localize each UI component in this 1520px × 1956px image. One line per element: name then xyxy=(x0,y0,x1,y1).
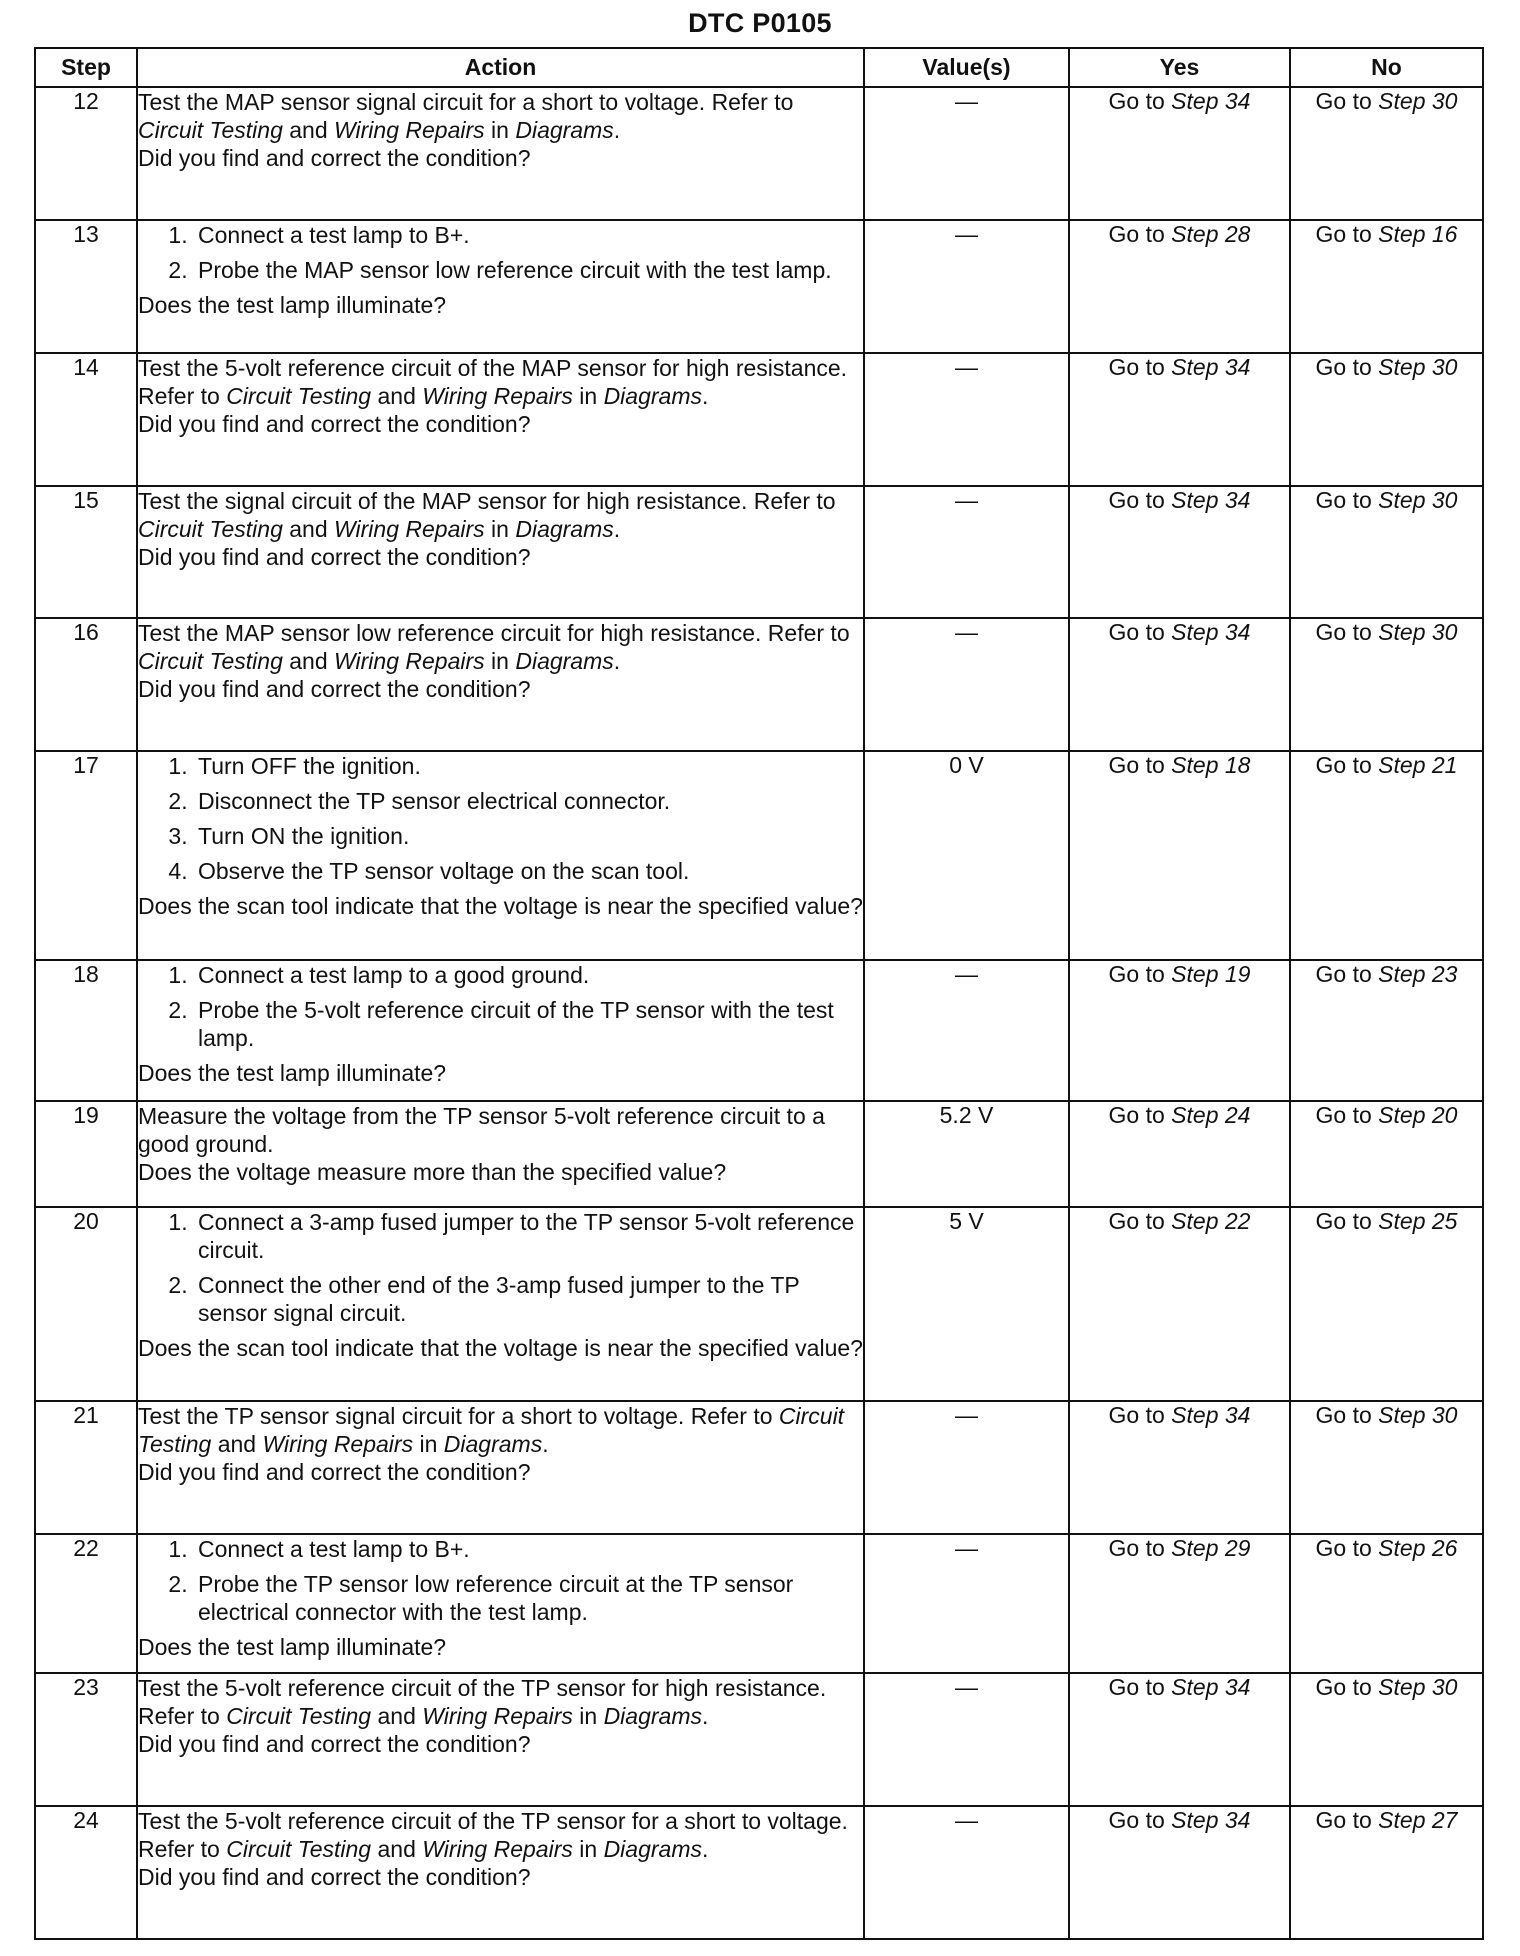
text-segment: Test the 5-volt reference circuit of the TP sensor for a short to voltage. Refer to xyxy=(138,1808,848,1862)
no-goto xyxy=(1290,751,1483,960)
step-number: 17 xyxy=(35,751,137,960)
value-cell: — xyxy=(864,1534,1069,1673)
no-goto xyxy=(1290,960,1483,1101)
action-content xyxy=(138,1102,863,1186)
reference-link-text: Wiring Repairs xyxy=(334,117,485,143)
action-question: Does the test lamp illuminate? xyxy=(138,1634,447,1660)
goto-text: Go to xyxy=(1315,1674,1379,1700)
table-row xyxy=(35,1401,1483,1534)
action-content xyxy=(138,961,863,1087)
value-cell: — xyxy=(864,1673,1069,1806)
no-goto xyxy=(1290,1806,1483,1939)
text-segment: in xyxy=(484,117,516,143)
procedure-step: 2. Connect the other end of the 3-amp fused jumper to the TP sensor signal circuit. xyxy=(194,1271,863,1327)
action-instructions xyxy=(138,354,863,410)
value-cell: — xyxy=(864,87,1069,220)
table-body xyxy=(35,87,1483,1939)
no-goto xyxy=(1290,486,1483,618)
procedure-step: 2. Probe the TP sensor low reference circuit at the TP sensor electrical connector with the test lamp. xyxy=(194,1570,863,1626)
step-number: 14 xyxy=(35,353,137,486)
text-segment: and xyxy=(371,1836,423,1862)
goto-text: Go to xyxy=(1108,1102,1172,1128)
header-no: No xyxy=(1290,48,1483,87)
action-content xyxy=(138,1674,863,1758)
yes-goto xyxy=(1069,1401,1290,1534)
goto-step: Step 16 xyxy=(1378,221,1458,247)
header-action: Action xyxy=(137,48,864,87)
text-segment: . xyxy=(613,648,621,674)
text-segment: in xyxy=(572,1703,604,1729)
action-content xyxy=(138,221,863,319)
procedure-step: 2. Probe the MAP sensor low reference circuit with the test lamp. xyxy=(194,256,863,284)
table-row xyxy=(35,1534,1483,1673)
reference-link-text: Diagrams xyxy=(515,117,614,143)
action-cell xyxy=(137,960,864,1101)
header-values: Value(s) xyxy=(864,48,1069,87)
action-instructions xyxy=(138,1674,863,1730)
text-segment: Test the MAP sensor signal circuit for a short to voltage. Refer to xyxy=(138,89,794,115)
step-number: 24 xyxy=(35,1806,137,1939)
step-number: 16 xyxy=(35,618,137,751)
text-segment: in xyxy=(484,516,516,542)
goto-step: Step 24 xyxy=(1171,1102,1251,1128)
goto-text: Go to xyxy=(1315,1535,1379,1561)
goto-step: Step 20 xyxy=(1378,1102,1458,1128)
text-segment: in xyxy=(484,648,516,674)
goto-step: Step 34 xyxy=(1171,1807,1251,1833)
reference-link-text: Circuit Testing xyxy=(138,516,283,542)
goto-text: Go to xyxy=(1315,752,1379,778)
yes-goto xyxy=(1069,618,1290,751)
procedure-list xyxy=(138,1208,863,1327)
text-segment: . xyxy=(613,117,621,143)
value-cell: — xyxy=(864,960,1069,1101)
action-content xyxy=(138,1807,863,1891)
action-question: Did you find and correct the condition? xyxy=(138,1459,531,1485)
action-instructions xyxy=(138,221,863,291)
text-segment: Test the signal circuit of the MAP sensor for high resistance. Refer to xyxy=(138,488,836,514)
action-cell xyxy=(137,1673,864,1806)
yes-goto xyxy=(1069,1806,1290,1939)
header-row xyxy=(35,48,1483,87)
goto-step: Step 34 xyxy=(1171,88,1251,114)
reference-link-text: Wiring Repairs xyxy=(334,516,485,542)
no-goto xyxy=(1290,353,1483,486)
goto-step: Step 30 xyxy=(1378,1674,1458,1700)
goto-step: Step 18 xyxy=(1171,752,1251,778)
text-segment: in xyxy=(572,1836,604,1862)
no-goto xyxy=(1290,1673,1483,1806)
goto-step: Step 34 xyxy=(1171,619,1251,645)
action-question: Did you find and correct the condition? xyxy=(138,411,531,437)
step-number: 19 xyxy=(35,1101,137,1207)
table-row xyxy=(35,1806,1483,1939)
action-content xyxy=(138,1402,863,1486)
action-instructions xyxy=(138,961,863,1059)
goto-text: Go to xyxy=(1108,619,1172,645)
action-cell xyxy=(137,618,864,751)
text-segment: and xyxy=(371,383,423,409)
goto-step: Step 30 xyxy=(1378,1402,1458,1428)
step-number: 22 xyxy=(35,1534,137,1673)
goto-text: Go to xyxy=(1108,1807,1172,1833)
goto-step: Step 34 xyxy=(1171,1402,1251,1428)
yes-goto xyxy=(1069,486,1290,618)
action-question: Did you find and correct the condition? xyxy=(138,544,531,570)
action-content xyxy=(138,88,863,172)
no-goto xyxy=(1290,1401,1483,1534)
text-segment: and xyxy=(282,516,335,542)
goto-text: Go to xyxy=(1108,1208,1172,1234)
procedure-list xyxy=(138,961,863,1052)
text-segment: and xyxy=(211,1431,263,1457)
action-question: Did you find and correct the condition? xyxy=(138,676,531,702)
action-instructions xyxy=(138,487,863,543)
action-instructions xyxy=(138,1535,863,1633)
goto-text: Go to xyxy=(1108,354,1172,380)
action-question: Did you find and correct the condition? xyxy=(138,1864,531,1890)
action-content xyxy=(138,487,863,571)
action-content xyxy=(138,619,863,703)
value-cell: — xyxy=(864,220,1069,353)
procedure-step: 1. Connect a test lamp to B+. xyxy=(194,1535,863,1563)
goto-text: Go to xyxy=(1108,487,1172,513)
table-row xyxy=(35,960,1483,1101)
goto-step: Step 27 xyxy=(1378,1807,1458,1833)
goto-text: Go to xyxy=(1108,1402,1172,1428)
text-segment: . xyxy=(701,383,709,409)
reference-link-text: Diagrams xyxy=(603,383,702,409)
table-row xyxy=(35,618,1483,751)
goto-step: Step 30 xyxy=(1378,487,1458,513)
action-question: Does the test lamp illuminate? xyxy=(138,292,447,318)
action-text xyxy=(138,487,863,543)
action-question: Does the scan tool indicate that the voltage is near the specified value? xyxy=(138,893,863,919)
action-cell xyxy=(137,486,864,618)
step-number: 21 xyxy=(35,1401,137,1534)
text-segment: in xyxy=(572,383,604,409)
goto-step: Step 21 xyxy=(1378,752,1458,778)
yes-goto xyxy=(1069,87,1290,220)
text-segment: and xyxy=(282,117,335,143)
action-content xyxy=(138,1208,863,1362)
text-segment: in xyxy=(413,1431,444,1457)
procedure-step: 3. Turn ON the ignition. xyxy=(194,822,863,850)
table-row xyxy=(35,353,1483,486)
action-cell xyxy=(137,1534,864,1673)
goto-text: Go to xyxy=(1315,354,1379,380)
table-row xyxy=(35,751,1483,960)
text-segment: . xyxy=(701,1703,709,1729)
action-question: Does the scan tool indicate that the voltage is near the specified value? xyxy=(138,1335,863,1361)
reference-link-text: Circuit Testing xyxy=(138,117,283,143)
goto-text: Go to xyxy=(1315,221,1379,247)
goto-step: Step 29 xyxy=(1171,1535,1251,1561)
action-text xyxy=(138,1674,863,1730)
text-segment: Measure the voltage from the TP sensor 5-volt reference circuit to a good ground. xyxy=(138,1103,825,1157)
goto-step: Step 34 xyxy=(1171,354,1251,380)
yes-goto xyxy=(1069,1673,1290,1806)
yes-goto xyxy=(1069,751,1290,960)
value-cell: — xyxy=(864,1806,1069,1939)
reference-link-text: Diagrams xyxy=(443,1431,543,1457)
action-question: Did you find and correct the condition? xyxy=(138,1731,531,1757)
header-step: Step xyxy=(35,48,137,87)
action-text xyxy=(138,1807,863,1863)
goto-step: Step 25 xyxy=(1378,1208,1458,1234)
text-segment: Test the MAP sensor low reference circuit for high resistance. Refer to xyxy=(138,620,850,646)
step-number: 20 xyxy=(35,1207,137,1401)
action-question: Does the test lamp illuminate? xyxy=(138,1060,447,1086)
yes-goto xyxy=(1069,960,1290,1101)
goto-text: Go to xyxy=(1108,1674,1172,1700)
goto-step: Step 34 xyxy=(1171,1674,1251,1700)
reference-link-text: Diagrams xyxy=(515,516,614,542)
action-instructions xyxy=(138,1807,863,1863)
action-content xyxy=(138,752,863,920)
value-cell: 0 V xyxy=(864,751,1069,960)
action-cell xyxy=(137,1401,864,1534)
yes-goto xyxy=(1069,1207,1290,1401)
action-cell xyxy=(137,1806,864,1939)
reference-link-text: Wiring Repairs xyxy=(262,1431,414,1457)
step-number: 18 xyxy=(35,960,137,1101)
action-instructions xyxy=(138,88,863,144)
reference-link-text: Diagrams xyxy=(603,1703,702,1729)
text-segment: Test the 5-volt reference circuit of the MAP sensor for high resistance. Refer to xyxy=(138,355,848,409)
procedure-list xyxy=(138,221,863,284)
goto-step: Step 28 xyxy=(1171,221,1251,247)
step-number: 13 xyxy=(35,220,137,353)
reference-link-text: Diagrams xyxy=(603,1836,702,1862)
goto-text: Go to xyxy=(1108,221,1172,247)
goto-text: Go to xyxy=(1108,88,1172,114)
reference-link-text: Circuit Testing xyxy=(226,383,372,409)
procedure-list xyxy=(138,1535,863,1626)
action-question: Did you find and correct the condition? xyxy=(138,145,531,171)
action-text xyxy=(138,1402,863,1458)
yes-goto xyxy=(1069,1101,1290,1207)
procedure-step: 2. Probe the 5-volt reference circuit of the TP sensor with the test lamp. xyxy=(194,996,863,1052)
action-cell xyxy=(137,220,864,353)
no-goto xyxy=(1290,1534,1483,1673)
no-goto xyxy=(1290,87,1483,220)
reference-link-text: Circuit Testing xyxy=(226,1836,372,1862)
goto-text: Go to xyxy=(1108,961,1172,987)
goto-text: Go to xyxy=(1315,619,1379,645)
yes-goto xyxy=(1069,220,1290,353)
goto-step: Step 22 xyxy=(1171,1208,1251,1234)
diagnostic-table xyxy=(34,47,1484,1940)
action-instructions xyxy=(138,752,863,892)
yes-goto xyxy=(1069,353,1290,486)
page-title: DTC P0105 xyxy=(688,8,832,38)
value-cell: — xyxy=(864,486,1069,618)
step-number: 15 xyxy=(35,486,137,618)
no-goto xyxy=(1290,220,1483,353)
procedure-step: 4. Observe the TP sensor voltage on the scan tool. xyxy=(194,857,863,885)
step-number: 23 xyxy=(35,1673,137,1806)
reference-link-text: Wiring Repairs xyxy=(422,1703,573,1729)
table-row xyxy=(35,486,1483,618)
reference-link-text: Circuit Testing xyxy=(138,648,283,674)
action-instructions xyxy=(138,1208,863,1334)
goto-step: Step 34 xyxy=(1171,487,1251,513)
goto-text: Go to xyxy=(1315,487,1379,513)
header-yes: Yes xyxy=(1069,48,1290,87)
table-row xyxy=(35,1207,1483,1401)
action-text xyxy=(138,88,863,144)
goto-text: Go to xyxy=(1108,752,1172,778)
goto-step: Step 30 xyxy=(1378,619,1458,645)
action-cell xyxy=(137,1207,864,1401)
value-cell: 5.2 V xyxy=(864,1101,1069,1207)
text-segment: . xyxy=(701,1836,709,1862)
table-row xyxy=(35,1101,1483,1207)
action-cell xyxy=(137,353,864,486)
goto-step: Step 30 xyxy=(1378,354,1458,380)
goto-text: Go to xyxy=(1315,1402,1379,1428)
table-row xyxy=(35,220,1483,353)
value-cell: — xyxy=(864,353,1069,486)
procedure-step: 2. Disconnect the TP sensor electrical connector. xyxy=(194,787,863,815)
action-content xyxy=(138,1535,863,1661)
text-segment: . xyxy=(613,516,621,542)
no-goto xyxy=(1290,618,1483,751)
reference-link-text: Circuit Testing xyxy=(226,1703,372,1729)
no-goto xyxy=(1290,1207,1483,1401)
goto-text: Go to xyxy=(1315,1208,1379,1234)
procedure-step: 1. Connect a 3-amp fused jumper to the TP sensor 5-volt reference circuit. xyxy=(194,1208,863,1264)
goto-text: Go to xyxy=(1315,1807,1379,1833)
goto-step: Step 30 xyxy=(1378,88,1458,114)
yes-goto xyxy=(1069,1534,1290,1673)
table-row xyxy=(35,1673,1483,1806)
action-question: Does the voltage measure more than the specified value? xyxy=(138,1159,727,1185)
text-segment: Test the TP sensor signal circuit for a short to voltage. Refer to xyxy=(138,1403,779,1429)
reference-link-text: Wiring Repairs xyxy=(422,1836,573,1862)
reference-link-text: Wiring Repairs xyxy=(334,648,485,674)
action-cell xyxy=(137,87,864,220)
action-text xyxy=(138,354,863,410)
action-instructions xyxy=(138,1402,863,1458)
action-instructions xyxy=(138,1102,863,1158)
goto-step: Step 19 xyxy=(1171,961,1251,987)
goto-step: Step 26 xyxy=(1378,1535,1458,1561)
text-segment: and xyxy=(282,648,335,674)
goto-text: Go to xyxy=(1315,961,1379,987)
goto-text: Go to xyxy=(1315,88,1379,114)
value-cell: — xyxy=(864,618,1069,751)
text-segment: Test the 5-volt reference circuit of the TP sensor for high resistance. Refer to xyxy=(138,1675,827,1729)
procedure-step: 1. Connect a test lamp to a good ground. xyxy=(194,961,863,989)
procedure-list xyxy=(138,752,863,885)
table-row xyxy=(35,87,1483,220)
text-segment: . xyxy=(542,1431,549,1457)
goto-text: Go to xyxy=(1108,1535,1172,1561)
step-number: 12 xyxy=(35,87,137,220)
goto-text: Go to xyxy=(1315,1102,1379,1128)
reference-link-text: Wiring Repairs xyxy=(422,383,573,409)
value-cell: — xyxy=(864,1401,1069,1534)
procedure-step: 1. Turn OFF the ignition. xyxy=(194,752,863,780)
text-segment: and xyxy=(371,1703,423,1729)
reference-link-text: Circuit Testing xyxy=(138,1403,845,1457)
action-instructions xyxy=(138,619,863,675)
action-cell xyxy=(137,751,864,960)
reference-link-text: Diagrams xyxy=(515,648,614,674)
no-goto xyxy=(1290,1101,1483,1207)
action-text xyxy=(138,1102,863,1158)
procedure-step: 1. Connect a test lamp to B+. xyxy=(194,221,863,249)
value-cell: 5 V xyxy=(864,1207,1069,1401)
action-text xyxy=(138,619,863,675)
action-content xyxy=(138,354,863,438)
goto-step: Step 23 xyxy=(1378,961,1458,987)
action-cell xyxy=(137,1101,864,1207)
